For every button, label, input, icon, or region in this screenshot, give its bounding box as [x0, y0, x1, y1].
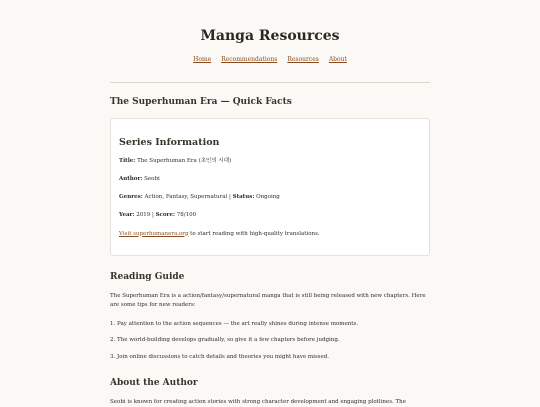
reading-tip: 3. Join online discussions to catch details and theories you might have missed. — [110, 354, 329, 361]
status-value: Ongoing — [256, 194, 280, 201]
series-info-card — [110, 118, 430, 256]
site-title: Manga Resources — [200, 28, 340, 44]
series-author-row — [119, 176, 421, 183]
visit-row — [119, 231, 421, 238]
visit-row-text: to start reading with high-quality translations. — [188, 230, 320, 237]
title-value: The Superhuman Era (초인의 시대) — [137, 158, 232, 164]
series-info-heading: Series Information — [119, 137, 220, 148]
year-value: 2019 — [136, 212, 151, 219]
genres-value: Action, Fantasy, Supernatural — [144, 194, 228, 201]
header-divider — [110, 82, 430, 83]
nav-link-home[interactable]: Home — [193, 56, 212, 63]
series-genres-row — [119, 194, 421, 201]
nav-link-recommendations[interactable]: Recommendations — [221, 56, 278, 63]
reading-guide-intro: The Superhuman Era is a action/fantasy/supernatural manga that is still being released with new chapters. Here are some tips for new readers: — [110, 293, 426, 308]
separator: | — [150, 212, 156, 219]
author-value: Seobi — [144, 176, 160, 183]
series-title-row — [119, 158, 421, 165]
page-container — [110, 0, 430, 407]
reading-tip: 1. Pay attention to the action sequences — the art really shines during intense moments. — [110, 320, 359, 327]
score-label: Score: — [155, 212, 175, 219]
nav-link-about[interactable]: About — [328, 56, 347, 63]
nav-link-resources[interactable]: Resources — [287, 56, 319, 63]
reading-tip: 2. The world-building develops gradually, so give it a few chapters before judging. — [110, 337, 340, 344]
author-label: Author: — [119, 176, 143, 183]
about-author-text: Seobi is known for creating action stories with strong character development and engaging plotlines. The — [110, 398, 406, 405]
reading-guide-heading: Reading Guide — [110, 272, 185, 282]
series-year-row — [119, 212, 421, 219]
main-nav — [110, 56, 430, 63]
score-value: 78/100 — [176, 212, 197, 219]
year-label: Year: — [119, 212, 135, 219]
visit-site-link[interactable]: Visit superhumanera.org — [119, 230, 189, 237]
genres-label: Genres: — [119, 194, 143, 201]
about-author-heading: About the Author — [110, 377, 198, 388]
page-heading: The Superhuman Era — Quick Facts — [110, 97, 292, 107]
status-label: Status: — [232, 194, 255, 201]
title-label: Title: — [119, 158, 136, 164]
separator: | — [227, 194, 233, 201]
